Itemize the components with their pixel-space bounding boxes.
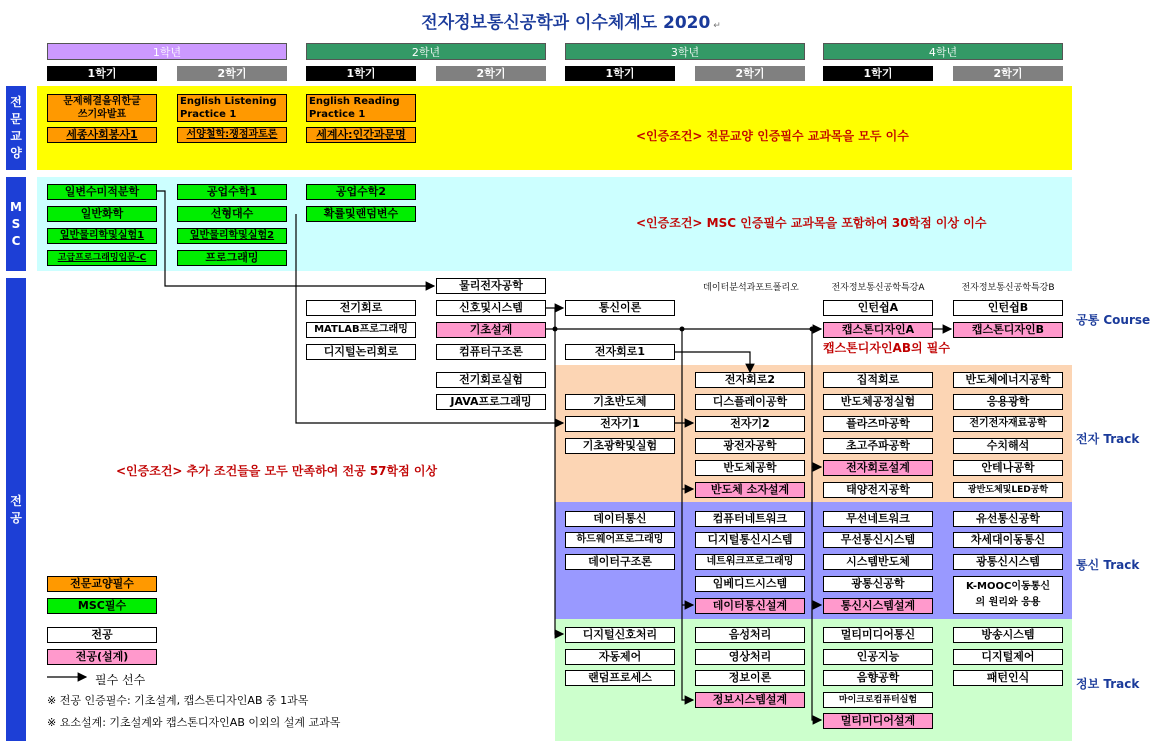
capstone-note: 캡스톤디자인AB의 필수 (823, 341, 950, 355)
course-box: 세계사:인간과문명 (306, 127, 416, 143)
track-label-comm: 통신 Track (1076, 558, 1140, 572)
course-label: 전자정보통신공학특강A (831, 283, 925, 293)
semester-header: 1학기 (823, 66, 933, 81)
course-box: 디지털제어 (953, 649, 1063, 665)
course-box: 시스템반도체 (823, 554, 933, 570)
course-box: 안테나공학 (953, 460, 1063, 476)
side-label-liberal: 전 문 교 양 (6, 86, 26, 170)
course-box: 신호및시스템 (436, 300, 546, 316)
course-box: 집적회로 (823, 372, 933, 388)
course-box: 서양철학:쟁점과토론 (177, 127, 287, 143)
legend-arrow-label: 필수 선수 (95, 673, 146, 687)
year-3-header: 3학년 (565, 43, 805, 60)
course-box: 수치해석 (953, 438, 1063, 454)
course-box: 전자기2 (695, 416, 805, 432)
course-box: 전자회로1 (565, 344, 675, 360)
legend-msc-required: MSC필수 (47, 598, 157, 614)
course-box: 반도체에너지공학 (953, 372, 1063, 388)
course-box: 기초반도체 (565, 394, 675, 410)
course-box: 영상처리 (695, 649, 805, 665)
course-box: 전기회로 (306, 300, 416, 316)
course-box: 광전자공학 (695, 438, 805, 454)
course-box: 음성처리 (695, 627, 805, 643)
semester-header: 2학기 (953, 66, 1063, 81)
course-box: 응용광학 (953, 394, 1063, 410)
course-box: 인공지능 (823, 649, 933, 665)
course-box: 태양전지공학 (823, 482, 933, 498)
year-2-header: 2학년 (306, 43, 546, 60)
course-box: 광통신공학 (823, 576, 933, 592)
course-box: 인턴쉽A (823, 300, 933, 316)
course-box: 통신시스템설계 (823, 598, 933, 614)
course-box: 전자기1 (565, 416, 675, 432)
course-box: 디지털논리회로 (306, 344, 416, 360)
course-label: 데이터분석과포트폴리오 (703, 283, 799, 293)
course-box: 초고주파공학 (823, 438, 933, 454)
course-box: 차세대이동통신 (953, 532, 1063, 548)
course-box: 정보시스템설계 (695, 692, 805, 708)
semester-header: 1학기 (565, 66, 675, 81)
course-box: K-MOOC이동통신 의 원리와 응용 (953, 576, 1063, 614)
course-box: 컴퓨터구조론 (436, 344, 546, 360)
course-box: 하드웨어프로그래밍 (565, 532, 675, 548)
course-box: 마이크로컴퓨터실험 (823, 692, 933, 708)
liberal-condition: <인증조건> 전문교양 인증필수 교과목을 모두 이수 (636, 129, 909, 143)
course-box: 기초광학및실험 (565, 438, 675, 454)
year-1-header: 1학년 (47, 43, 287, 60)
course-box: 문제해결을위한글 쓰기와발표 (47, 94, 157, 122)
course-box: 디지털신호처리 (565, 627, 675, 643)
page-title: 전자정보통신공학과 이수체계도 2020 ↵ (421, 13, 721, 33)
course-box: 네트워크프로그래밍 (695, 554, 805, 570)
course-box: 디스플레이공학 (695, 394, 805, 410)
track-label-common: 공통 Course (1076, 313, 1150, 327)
semester-header: 1학기 (306, 66, 416, 81)
course-box: 방송시스템 (953, 627, 1063, 643)
course-box: 무선네트워크 (823, 511, 933, 527)
course-box: 무선통신시스템 (823, 532, 933, 548)
course-box: 통신이론 (565, 300, 675, 316)
legend-note-1: ※ 전공 인증필수: 기초설계, 캡스톤디자인AB 중 1과목 (47, 694, 309, 707)
track-label-electronic: 전자 Track (1076, 432, 1140, 446)
course-box: JAVA프로그래밍 (436, 394, 546, 410)
course-box: 일변수미적분학 (47, 184, 157, 200)
course-box: 광통신시스템 (953, 554, 1063, 570)
course-box: 선형대수 (177, 206, 287, 222)
course-box: 플라즈마공학 (823, 416, 933, 432)
course-box: 전기전자재료공학 (953, 416, 1063, 432)
msc-condition: <인증조건> MSC 인증필수 교과목을 포함하여 30학점 이상 이수 (636, 216, 987, 230)
course-box: 일반화학 (47, 206, 157, 222)
semester-header: 2학기 (436, 66, 546, 81)
semester-header: 2학기 (695, 66, 805, 81)
course-box: 전자회로설계 (823, 460, 933, 476)
course-box: 유선통신공학 (953, 511, 1063, 527)
legend-major-design: 전공(설계) (47, 649, 157, 665)
course-box: 반도체 소자설계 (695, 482, 805, 498)
course-label: 전자정보통신공학특강B (961, 283, 1055, 293)
course-box: 공업수학2 (306, 184, 416, 200)
course-box: 음향공학 (823, 670, 933, 686)
course-box: 기초설계 (436, 322, 546, 338)
course-box: 멀티미디어통신 (823, 627, 933, 643)
legend-note-2: ※ 요소설계: 기초설계와 캡스톤디자인AB 이외의 설계 교과목 (47, 716, 341, 729)
side-label-major: 전 공 (6, 278, 26, 741)
legend-liberal-required: 전문교양필수 (47, 576, 157, 592)
course-box: 데이터구조론 (565, 554, 675, 570)
course-box: MATLAB프로그래밍 (306, 322, 416, 338)
course-box: 디지털통신시스템 (695, 532, 805, 548)
course-box: 데이터통신설계 (695, 598, 805, 614)
course-box: 공업수학1 (177, 184, 287, 200)
course-box: 임베디드시스템 (695, 576, 805, 592)
course-box: 반도체공학 (695, 460, 805, 476)
course-box: 자동제어 (565, 649, 675, 665)
course-box: 반도체공정실험 (823, 394, 933, 410)
course-box: 물리전자공학 (436, 278, 546, 294)
course-box: English Listening Practice 1 (177, 94, 287, 122)
course-box: 세종사회봉사1 (47, 127, 157, 143)
course-box: 데이터통신 (565, 511, 675, 527)
course-box: 랜덤프로세스 (565, 670, 675, 686)
course-box: 멀티미디어설계 (823, 713, 933, 729)
course-box: 캡스톤디자인A (823, 322, 933, 338)
semester-header: 2학기 (177, 66, 287, 81)
course-box: 컴퓨터네트워크 (695, 511, 805, 527)
course-box: 프로그래밍 (177, 250, 287, 266)
course-box: 정보이론 (695, 670, 805, 686)
major-condition: <인증조건> 추가 조건들을 모두 만족하여 전공 57학점 이상 (116, 464, 438, 478)
course-box: 일반물리학및실험1 (47, 228, 157, 244)
course-box: 확률및랜덤변수 (306, 206, 416, 222)
course-box: 캡스톤디자인B (953, 322, 1063, 338)
course-box: 인턴쉽B (953, 300, 1063, 316)
course-box: 전자회로2 (695, 372, 805, 388)
course-box: English Reading Practice 1 (306, 94, 416, 122)
course-box: 패턴인식 (953, 670, 1063, 686)
course-box: 광반도체및LED공학 (953, 482, 1063, 498)
course-box: 전기회로실험 (436, 372, 546, 388)
course-box: 고급프로그래밍입문-C (47, 250, 157, 266)
track-label-info: 정보 Track (1076, 677, 1140, 691)
legend-major: 전공 (47, 627, 157, 643)
year-4-header: 4학년 (823, 43, 1063, 60)
side-label-msc: M S C (6, 177, 26, 271)
semester-header: 1학기 (47, 66, 157, 81)
course-box: 일반물리학및실험2 (177, 228, 287, 244)
